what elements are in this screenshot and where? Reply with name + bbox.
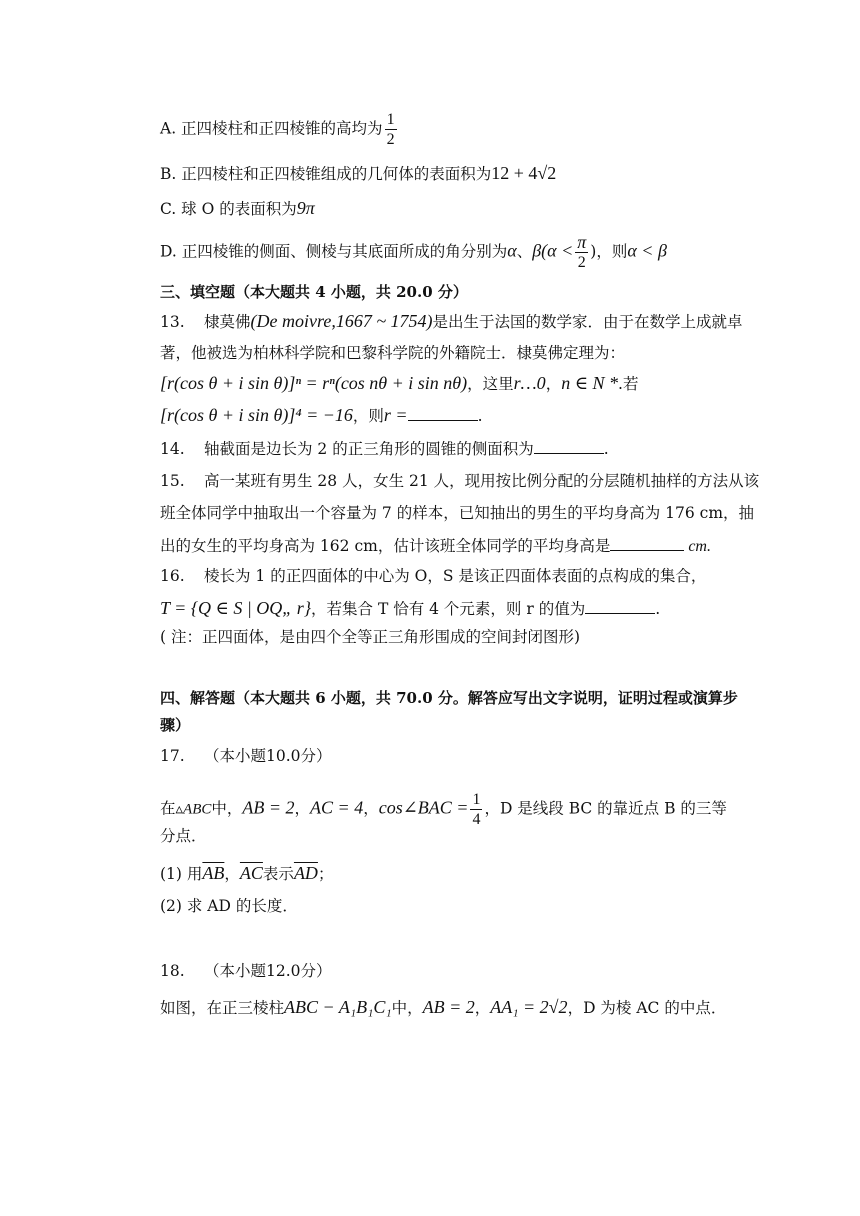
q17-text: ， xyxy=(363,799,379,818)
option-c-text: C. 球 O 的表面积为 xyxy=(160,200,297,218)
option-c xyxy=(160,197,740,220)
fraction-pi-half xyxy=(575,233,588,272)
q18-ab: AB = 2 xyxy=(422,997,475,1017)
answer-blank xyxy=(534,437,604,454)
vector-ac: $\overline{AC}$ xyxy=(239,863,263,883)
fraction-numerator: 1 xyxy=(386,111,395,128)
q17-score: （本小题10.0分） xyxy=(204,747,332,765)
option-d-beta: β(α < xyxy=(532,240,574,261)
q17-text: ， xyxy=(224,865,240,883)
q13-text: ，这里 xyxy=(467,375,514,393)
q16-text: . xyxy=(655,600,661,618)
section-3-heading: 三、填空题（本大题共 4 小题，共 20.0 分） xyxy=(160,283,468,301)
q13-text: 棣莫佛 xyxy=(204,313,251,331)
fraction-numerator: π xyxy=(577,232,587,252)
option-d xyxy=(160,233,740,272)
q13-condition: r…0 xyxy=(513,373,546,393)
answer-blank xyxy=(585,597,655,614)
question-number: 13. xyxy=(160,313,185,331)
q18-text: ， xyxy=(474,999,491,1017)
fraction-one-half xyxy=(385,110,397,149)
section-4-heading-line-2: 骤） xyxy=(160,716,191,734)
option-d-close: )，则 xyxy=(590,242,628,261)
q18-score: （本小题12.0分） xyxy=(204,962,332,980)
q13-text: .若 xyxy=(618,375,639,393)
option-a-text: A. 正四棱柱和正四棱锥的高均为 xyxy=(160,119,383,138)
q17-ab: AB = 2 xyxy=(242,797,295,818)
de-moivre-formula: [r(cos θ + i sin θ)]ⁿ = rⁿ(cos nθ + i sin nθ) xyxy=(160,373,468,393)
q17-cos: cos∠BAC = xyxy=(378,797,469,818)
question-number: 15. xyxy=(160,472,185,490)
q13-equation: [r(cos θ + i sin θ)]⁴ = −16 xyxy=(160,405,353,425)
q17-text: (1) 用 xyxy=(160,865,203,883)
q17-line-2: 分点． xyxy=(160,827,207,845)
q15-line-1 xyxy=(160,470,760,492)
question-number: 17. xyxy=(160,747,185,765)
q13-r: r = xyxy=(383,405,408,425)
fraction-denominator: 2 xyxy=(386,131,395,148)
q16-note: ( 注：正四面体，是由四个全等正三角形围成的空间封闭图形) xyxy=(160,628,581,646)
option-b-math: 12 + 4√2 xyxy=(491,163,557,183)
q13-text: . xyxy=(477,407,483,425)
q15-text: 高一某班有男生 28 人，女生 21 人，现用按比例分配的分层随机抽样的方法从该 xyxy=(204,472,760,490)
q13-n-condition: n ∈ N * xyxy=(561,373,619,393)
fraction-numerator: 1 xyxy=(472,791,481,808)
q14-text: 轴截面是边长为 2 的正三角形的圆锥的侧面积为 xyxy=(204,440,534,458)
q13-line-4 xyxy=(160,404,740,427)
option-c-math: 9π xyxy=(296,198,315,218)
q17-text: ； xyxy=(317,865,334,883)
question-number: 14. xyxy=(160,440,185,458)
q13-line-1 xyxy=(160,310,743,333)
q16-line-2 xyxy=(160,597,740,620)
q17-part-1 xyxy=(160,862,740,885)
q15-line-2: 班全体同学中抽取出一个容量为 7 的样本，已知抽出的男生的平均身高为 176 cm，抽 xyxy=(160,504,755,522)
q17-text: 中， xyxy=(211,799,243,818)
q14-line xyxy=(160,437,740,460)
q15-line-3 xyxy=(160,534,740,558)
option-b-text: B. 正四棱柱和正四棱锥组成的几何体的表面积为 xyxy=(160,165,492,183)
q13-text: ， xyxy=(545,375,562,393)
answer-blank xyxy=(610,534,684,551)
q17-text: ， xyxy=(294,799,311,818)
q18-text: 如图，在正三棱柱 xyxy=(160,999,285,1017)
q17-line-1 xyxy=(160,790,740,829)
q18-text: ，D 为棱 AC 的中点． xyxy=(567,999,727,1017)
q17-header xyxy=(160,745,740,767)
q15-unit: cm. xyxy=(688,538,711,555)
q13-text: ，则 xyxy=(352,407,384,425)
q13-line-2: 著，他被选为柏林科学院和巴黎科学院的外籍院士．棣莫佛定理为： xyxy=(160,344,626,362)
fraction-denominator: 4 xyxy=(472,811,481,828)
q18-line-1 xyxy=(160,996,740,1019)
answer-blank xyxy=(408,404,478,421)
option-d-alpha: α xyxy=(507,240,517,261)
q17-part-2: (2) 求 AD 的长度． xyxy=(160,897,298,915)
q17-text: ，D 是线段 BC 的靠近点 B 的三等 xyxy=(484,799,727,818)
q17-ac: AC = 4 xyxy=(310,797,364,818)
vector-ad: $\overline{AD}$ xyxy=(293,863,318,883)
q16-line-1 xyxy=(160,565,740,587)
q13-text: 是出生于法国的数学家．由于在数学上成就卓 xyxy=(432,313,743,331)
set-t-definition: T = {Q ∈ S | OQ„ r} xyxy=(160,598,312,618)
q15-text: 出的女生的平均身高为 162 cm，估计该班全体同学的平均身高是 xyxy=(160,537,611,555)
q17-text: 在 xyxy=(160,799,176,818)
question-number: 16. xyxy=(160,567,185,585)
fraction-denominator: 2 xyxy=(577,254,586,271)
q16-text: ，若集合 T 恰有 4 个元素，则 r 的值为 xyxy=(311,600,586,618)
option-a xyxy=(160,110,740,149)
option-b xyxy=(160,162,740,185)
fraction-one-quarter xyxy=(470,790,482,829)
q14-text: . xyxy=(603,440,609,458)
vector-ab: $\overline{AB}$ xyxy=(202,863,225,883)
question-number: 18. xyxy=(160,962,185,980)
option-d-sep: 、 xyxy=(516,242,533,261)
triangle-abc: ▵ABC xyxy=(175,801,212,818)
q18-header xyxy=(160,960,740,982)
prism-name: ABC − A₁B₁C₁ xyxy=(284,997,392,1017)
q18-aa1: AA₁ = 2√2 xyxy=(490,997,568,1017)
q18-text: 中， xyxy=(391,999,423,1017)
section-4-heading-line-1: 四、解答题（本大题共 6 小题，共 70.0 分。解答应写出文字说明，证明过程或演算步 xyxy=(160,689,738,707)
q13-math-years: (De moivre,1667 ~ 1754) xyxy=(250,311,433,331)
q16-text: 棱长为 1 的正四面体的中心为 O，S 是该正四面体表面的点构成的集合， xyxy=(204,567,707,585)
q13-line-3 xyxy=(160,372,740,395)
option-d-text: D. 正四棱锥的侧面、侧棱与其底面所成的角分别为 xyxy=(160,242,508,261)
option-d-inequality: α < β xyxy=(627,240,667,261)
q17-text: 表示 xyxy=(262,865,294,883)
